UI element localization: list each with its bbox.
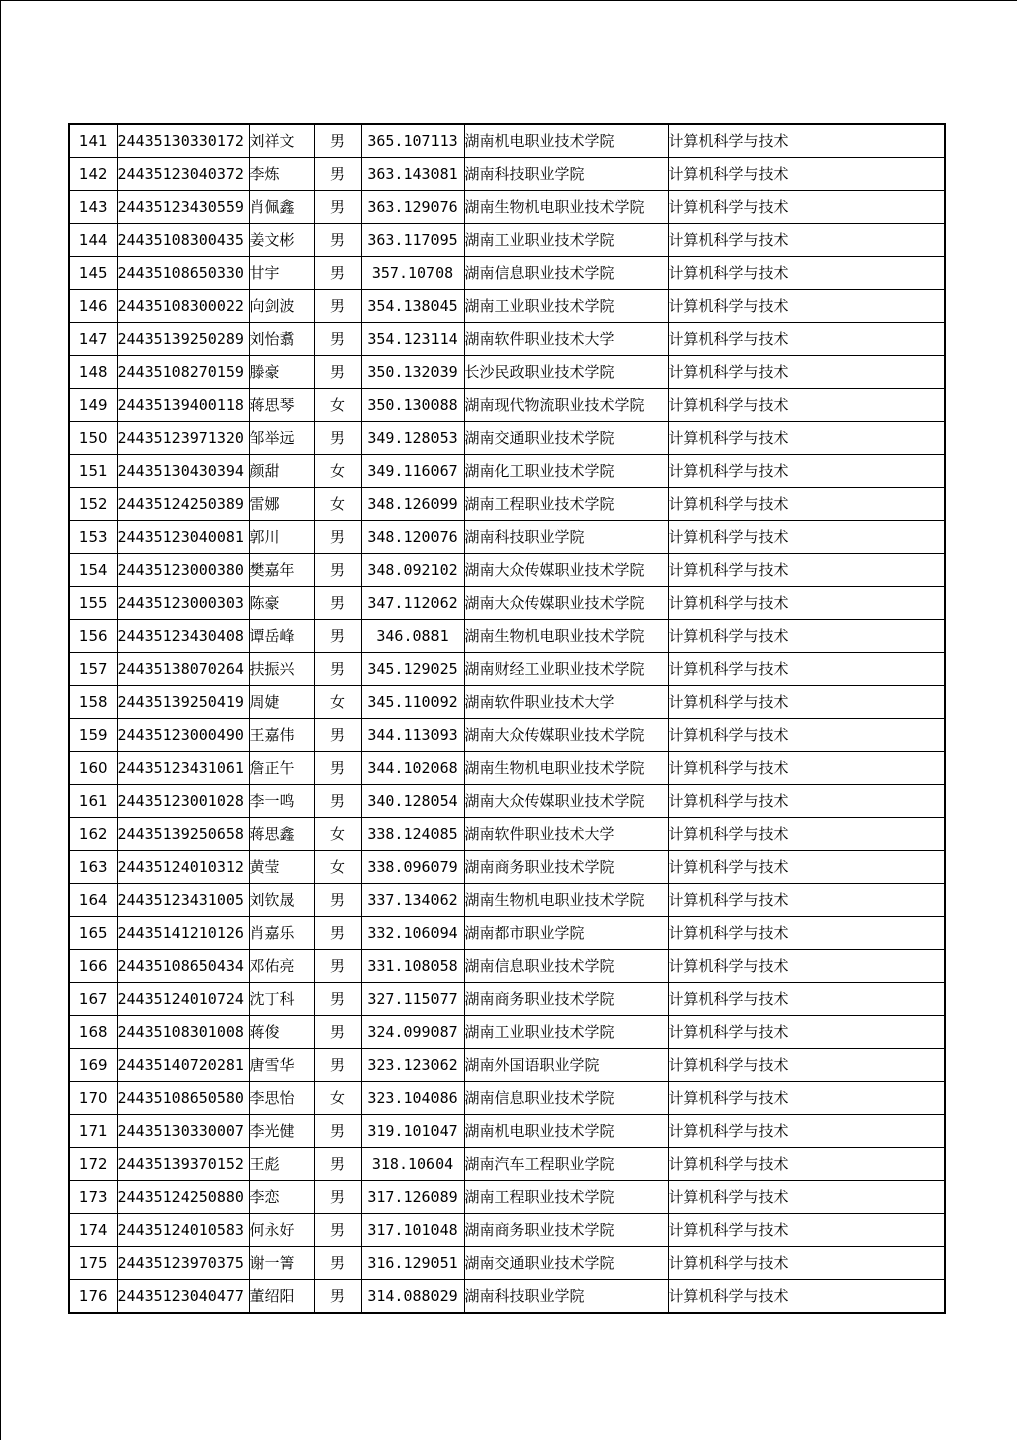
table-row [69,1214,945,1247]
table-row [69,851,945,884]
major-cell: 计算机科学与技术 [668,1016,945,1049]
table-row [69,1247,945,1280]
major-cell: 计算机科学与技术 [668,554,945,587]
row-number-cell: 153 [69,521,117,554]
row-number-cell: 168 [69,1016,117,1049]
score-cell: 363.129076 [361,191,464,224]
row-number-cell: 154 [69,554,117,587]
score-cell: 324.099087 [361,1016,464,1049]
table-row [69,1115,945,1148]
table-row [69,1049,945,1082]
row-number-cell: 170 [69,1082,117,1115]
table-row [69,1280,945,1314]
row-number-cell: 172 [69,1148,117,1181]
major-cell: 计算机科学与技术 [668,323,945,356]
major-cell: 计算机科学与技术 [668,1082,945,1115]
table-row [69,455,945,488]
score-cell: 338.124085 [361,818,464,851]
score-cell: 357.10708 [361,257,464,290]
table-row [69,1148,945,1181]
row-number-cell: 145 [69,257,117,290]
score-cell: 345.110092 [361,686,464,719]
row-number-cell: 148 [69,356,117,389]
page-border-left [0,0,1,1440]
exam-id-cell: 24435141210126 [117,917,249,950]
table-row [69,587,945,620]
gender-cell: 男 [314,290,361,323]
exam-id-cell: 24435123431005 [117,884,249,917]
row-number-cell: 160 [69,752,117,785]
score-cell: 365.107113 [361,124,464,158]
major-cell: 计算机科学与技术 [668,653,945,686]
table-row [69,1016,945,1049]
row-number-cell: 176 [69,1280,117,1314]
gender-cell: 女 [314,686,361,719]
exam-id-cell: 24435108650330 [117,257,249,290]
student-name-cell: 谢一箐 [249,1247,314,1280]
student-name-cell: 刘钦晟 [249,884,314,917]
table-row [69,950,945,983]
major-cell: 计算机科学与技术 [668,851,945,884]
exam-id-cell: 24435108301008 [117,1016,249,1049]
row-number-cell: 141 [69,124,117,158]
score-cell: 347.112062 [361,587,464,620]
gender-cell: 女 [314,389,361,422]
score-cell: 354.138045 [361,290,464,323]
table-row [69,422,945,455]
score-table [68,123,946,1314]
table-row [69,1181,945,1214]
gender-cell: 男 [314,1280,361,1314]
major-cell: 计算机科学与技术 [668,686,945,719]
school-cell: 湖南工程职业技术学院 [464,1181,668,1214]
row-number-cell: 163 [69,851,117,884]
table-row [69,290,945,323]
exam-id-cell: 24435124250880 [117,1181,249,1214]
score-cell: 350.132039 [361,356,464,389]
school-cell: 湖南商务职业技术学院 [464,1214,668,1247]
student-name-cell: 何永好 [249,1214,314,1247]
school-cell: 湖南信息职业技术学院 [464,1082,668,1115]
row-number-cell: 164 [69,884,117,917]
score-cell: 340.128054 [361,785,464,818]
score-cell: 354.123114 [361,323,464,356]
score-cell: 363.117095 [361,224,464,257]
school-cell: 湖南生物机电职业技术学院 [464,620,668,653]
gender-cell: 男 [314,983,361,1016]
major-cell: 计算机科学与技术 [668,422,945,455]
score-cell: 348.120076 [361,521,464,554]
school-cell: 湖南工业职业技术学院 [464,224,668,257]
student-name-cell: 王彪 [249,1148,314,1181]
table-row [69,257,945,290]
exam-id-cell: 24435124250389 [117,488,249,521]
table-row [69,554,945,587]
row-number-cell: 150 [69,422,117,455]
student-name-cell: 李炼 [249,158,314,191]
table-row [69,521,945,554]
school-cell: 长沙民政职业技术学院 [464,356,668,389]
exam-id-cell: 24435108650434 [117,950,249,983]
table-row [69,389,945,422]
major-cell: 计算机科学与技术 [668,257,945,290]
gender-cell: 男 [314,323,361,356]
gender-cell: 男 [314,785,361,818]
school-cell: 湖南商务职业技术学院 [464,983,668,1016]
exam-id-cell: 24435123430408 [117,620,249,653]
major-cell: 计算机科学与技术 [668,488,945,521]
school-cell: 湖南大众传媒职业技术学院 [464,719,668,752]
major-cell: 计算机科学与技术 [668,1214,945,1247]
exam-id-cell: 24435108300435 [117,224,249,257]
score-cell: 348.126099 [361,488,464,521]
student-name-cell: 沈丁科 [249,983,314,1016]
gender-cell: 女 [314,488,361,521]
score-cell: 344.113093 [361,719,464,752]
row-number-cell: 152 [69,488,117,521]
score-cell: 337.134062 [361,884,464,917]
table-row [69,356,945,389]
student-name-cell: 陈豪 [249,587,314,620]
major-cell: 计算机科学与技术 [668,620,945,653]
school-cell: 湖南软件职业技术大学 [464,686,668,719]
gender-cell: 男 [314,257,361,290]
table-row [69,124,945,158]
table-row [69,191,945,224]
school-cell: 湖南大众传媒职业技术学院 [464,785,668,818]
table-row [69,719,945,752]
major-cell: 计算机科学与技术 [668,1247,945,1280]
school-cell: 湖南商务职业技术学院 [464,851,668,884]
row-number-cell: 156 [69,620,117,653]
gender-cell: 男 [314,917,361,950]
score-cell: 317.126089 [361,1181,464,1214]
score-cell: 338.096079 [361,851,464,884]
row-number-cell: 174 [69,1214,117,1247]
exam-id-cell: 24435139250419 [117,686,249,719]
table-row [69,488,945,521]
student-name-cell: 甘宇 [249,257,314,290]
school-cell: 湖南软件职业技术大学 [464,818,668,851]
school-cell: 湖南大众传媒职业技术学院 [464,587,668,620]
student-name-cell: 蒋思鑫 [249,818,314,851]
score-cell: 332.106094 [361,917,464,950]
table-body [69,124,945,1313]
table-row [69,785,945,818]
exam-id-cell: 24435123971320 [117,422,249,455]
exam-id-cell: 24435108650580 [117,1082,249,1115]
student-name-cell: 向剑波 [249,290,314,323]
exam-id-cell: 24435108270159 [117,356,249,389]
exam-id-cell: 24435123040081 [117,521,249,554]
exam-id-cell: 24435123000303 [117,587,249,620]
exam-id-cell: 24435130430394 [117,455,249,488]
school-cell: 湖南生物机电职业技术学院 [464,752,668,785]
exam-id-cell: 24435124010312 [117,851,249,884]
table-row [69,323,945,356]
gender-cell: 男 [314,653,361,686]
gender-cell: 男 [314,620,361,653]
score-cell: 349.116067 [361,455,464,488]
score-cell: 344.102068 [361,752,464,785]
table-row [69,884,945,917]
major-cell: 计算机科学与技术 [668,389,945,422]
student-name-cell: 樊嘉年 [249,554,314,587]
student-name-cell: 王嘉伟 [249,719,314,752]
major-cell: 计算机科学与技术 [668,752,945,785]
gender-cell: 男 [314,422,361,455]
exam-id-cell: 24435139250289 [117,323,249,356]
school-cell: 湖南工程职业技术学院 [464,488,668,521]
major-cell: 计算机科学与技术 [668,818,945,851]
school-cell: 湖南工业职业技术学院 [464,290,668,323]
major-cell: 计算机科学与技术 [668,587,945,620]
score-cell: 323.104086 [361,1082,464,1115]
school-cell: 湖南交通职业技术学院 [464,422,668,455]
student-name-cell: 詹正午 [249,752,314,785]
score-cell: 314.088029 [361,1280,464,1314]
school-cell: 湖南外国语职业学院 [464,1049,668,1082]
student-name-cell: 姜文彬 [249,224,314,257]
score-cell: 348.092102 [361,554,464,587]
gender-cell: 女 [314,455,361,488]
student-name-cell: 黄莹 [249,851,314,884]
major-cell: 计算机科学与技术 [668,124,945,158]
row-number-cell: 173 [69,1181,117,1214]
row-number-cell: 157 [69,653,117,686]
student-name-cell: 滕豪 [249,356,314,389]
exam-id-cell: 24435108300022 [117,290,249,323]
exam-id-cell: 24435139250658 [117,818,249,851]
gender-cell: 男 [314,1247,361,1280]
school-cell: 湖南工业职业技术学院 [464,1016,668,1049]
student-name-cell: 肖嘉乐 [249,917,314,950]
gender-cell: 男 [314,1115,361,1148]
student-name-cell: 郭川 [249,521,314,554]
page-border-top [0,0,1017,1]
exam-id-cell: 24435123970375 [117,1247,249,1280]
exam-id-cell: 24435139370152 [117,1148,249,1181]
gender-cell: 男 [314,1214,361,1247]
major-cell: 计算机科学与技术 [668,1115,945,1148]
score-cell: 363.143081 [361,158,464,191]
gender-cell: 男 [314,1148,361,1181]
row-number-cell: 146 [69,290,117,323]
exam-id-cell: 24435123000380 [117,554,249,587]
row-number-cell: 158 [69,686,117,719]
exam-id-cell: 24435123040477 [117,1280,249,1314]
gender-cell: 男 [314,191,361,224]
school-cell: 湖南机电职业技术学院 [464,1115,668,1148]
table-row [69,653,945,686]
row-number-cell: 144 [69,224,117,257]
gender-cell: 女 [314,1082,361,1115]
exam-id-cell: 24435140720281 [117,1049,249,1082]
row-number-cell: 171 [69,1115,117,1148]
exam-id-cell: 24435123040372 [117,158,249,191]
gender-cell: 男 [314,224,361,257]
row-number-cell: 169 [69,1049,117,1082]
student-name-cell: 李一鸣 [249,785,314,818]
major-cell: 计算机科学与技术 [668,884,945,917]
major-cell: 计算机科学与技术 [668,191,945,224]
gender-cell: 男 [314,554,361,587]
student-name-cell: 蒋俊 [249,1016,314,1049]
gender-cell: 男 [314,587,361,620]
row-number-cell: 151 [69,455,117,488]
score-cell: 323.123062 [361,1049,464,1082]
row-number-cell: 162 [69,818,117,851]
score-cell: 327.115077 [361,983,464,1016]
school-cell: 湖南机电职业技术学院 [464,124,668,158]
exam-id-cell: 24435130330007 [117,1115,249,1148]
student-name-cell: 颜甜 [249,455,314,488]
major-cell: 计算机科学与技术 [668,455,945,488]
school-cell: 湖南大众传媒职业技术学院 [464,554,668,587]
exam-id-cell: 24435139400118 [117,389,249,422]
school-cell: 湖南科技职业学院 [464,521,668,554]
row-number-cell: 142 [69,158,117,191]
row-number-cell: 165 [69,917,117,950]
row-number-cell: 149 [69,389,117,422]
major-cell: 计算机科学与技术 [668,950,945,983]
student-name-cell: 邹举远 [249,422,314,455]
score-cell: 346.0881 [361,620,464,653]
student-name-cell: 肖佩鑫 [249,191,314,224]
row-number-cell: 161 [69,785,117,818]
major-cell: 计算机科学与技术 [668,983,945,1016]
gender-cell: 男 [314,950,361,983]
school-cell: 湖南现代物流职业技术学院 [464,389,668,422]
school-cell: 湖南科技职业学院 [464,1280,668,1314]
gender-cell: 男 [314,1016,361,1049]
school-cell: 湖南信息职业技术学院 [464,950,668,983]
school-cell: 湖南财经工业职业技术学院 [464,653,668,686]
student-name-cell: 刘祥文 [249,124,314,158]
student-name-cell: 雷娜 [249,488,314,521]
student-name-cell: 刘怡翥 [249,323,314,356]
gender-cell: 女 [314,851,361,884]
row-number-cell: 166 [69,950,117,983]
exam-id-cell: 24435123430559 [117,191,249,224]
row-number-cell: 159 [69,719,117,752]
major-cell: 计算机科学与技术 [668,785,945,818]
student-name-cell: 李思怡 [249,1082,314,1115]
table-row [69,917,945,950]
score-cell: 319.101047 [361,1115,464,1148]
major-cell: 计算机科学与技术 [668,917,945,950]
score-cell: 345.129025 [361,653,464,686]
student-name-cell: 董绍阳 [249,1280,314,1314]
exam-id-cell: 24435123431061 [117,752,249,785]
table-row [69,158,945,191]
student-name-cell: 扶振兴 [249,653,314,686]
school-cell: 湖南化工职业技术学院 [464,455,668,488]
school-cell: 湖南信息职业技术学院 [464,257,668,290]
gender-cell: 男 [314,356,361,389]
score-cell: 331.108058 [361,950,464,983]
major-cell: 计算机科学与技术 [668,1148,945,1181]
score-cell: 316.129051 [361,1247,464,1280]
exam-id-cell: 24435123001028 [117,785,249,818]
exam-id-cell: 24435138070264 [117,653,249,686]
score-cell: 349.128053 [361,422,464,455]
gender-cell: 男 [314,719,361,752]
school-cell: 湖南软件职业技术大学 [464,323,668,356]
major-cell: 计算机科学与技术 [668,1280,945,1314]
table-row [69,983,945,1016]
major-cell: 计算机科学与技术 [668,158,945,191]
score-cell: 318.10604 [361,1148,464,1181]
row-number-cell: 147 [69,323,117,356]
exam-id-cell: 24435124010583 [117,1214,249,1247]
school-cell: 湖南生物机电职业技术学院 [464,191,668,224]
table-row [69,752,945,785]
table-row [69,686,945,719]
school-cell: 湖南科技职业学院 [464,158,668,191]
exam-id-cell: 24435124010724 [117,983,249,1016]
score-cell: 350.130088 [361,389,464,422]
student-name-cell: 周婕 [249,686,314,719]
row-number-cell: 155 [69,587,117,620]
major-cell: 计算机科学与技术 [668,1049,945,1082]
gender-cell: 男 [314,884,361,917]
table-row [69,224,945,257]
student-name-cell: 蒋思琴 [249,389,314,422]
gender-cell: 男 [314,124,361,158]
student-name-cell: 谭岳峰 [249,620,314,653]
school-cell: 湖南都市职业学院 [464,917,668,950]
major-cell: 计算机科学与技术 [668,521,945,554]
school-cell: 湖南汽车工程职业学院 [464,1148,668,1181]
exam-id-cell: 24435123000490 [117,719,249,752]
table-row [69,620,945,653]
major-cell: 计算机科学与技术 [668,224,945,257]
student-name-cell: 李恋 [249,1181,314,1214]
gender-cell: 男 [314,1049,361,1082]
table-row [69,1082,945,1115]
school-cell: 湖南生物机电职业技术学院 [464,884,668,917]
gender-cell: 男 [314,158,361,191]
major-cell: 计算机科学与技术 [668,356,945,389]
major-cell: 计算机科学与技术 [668,290,945,323]
score-cell: 317.101048 [361,1214,464,1247]
student-name-cell: 邓佑亮 [249,950,314,983]
gender-cell: 男 [314,521,361,554]
major-cell: 计算机科学与技术 [668,719,945,752]
student-name-cell: 李光健 [249,1115,314,1148]
table-row [69,818,945,851]
row-number-cell: 167 [69,983,117,1016]
row-number-cell: 175 [69,1247,117,1280]
major-cell: 计算机科学与技术 [668,1181,945,1214]
gender-cell: 男 [314,1181,361,1214]
school-cell: 湖南交通职业技术学院 [464,1247,668,1280]
gender-cell: 女 [314,818,361,851]
row-number-cell: 143 [69,191,117,224]
gender-cell: 男 [314,752,361,785]
exam-id-cell: 24435130330172 [117,124,249,158]
student-name-cell: 唐雪华 [249,1049,314,1082]
